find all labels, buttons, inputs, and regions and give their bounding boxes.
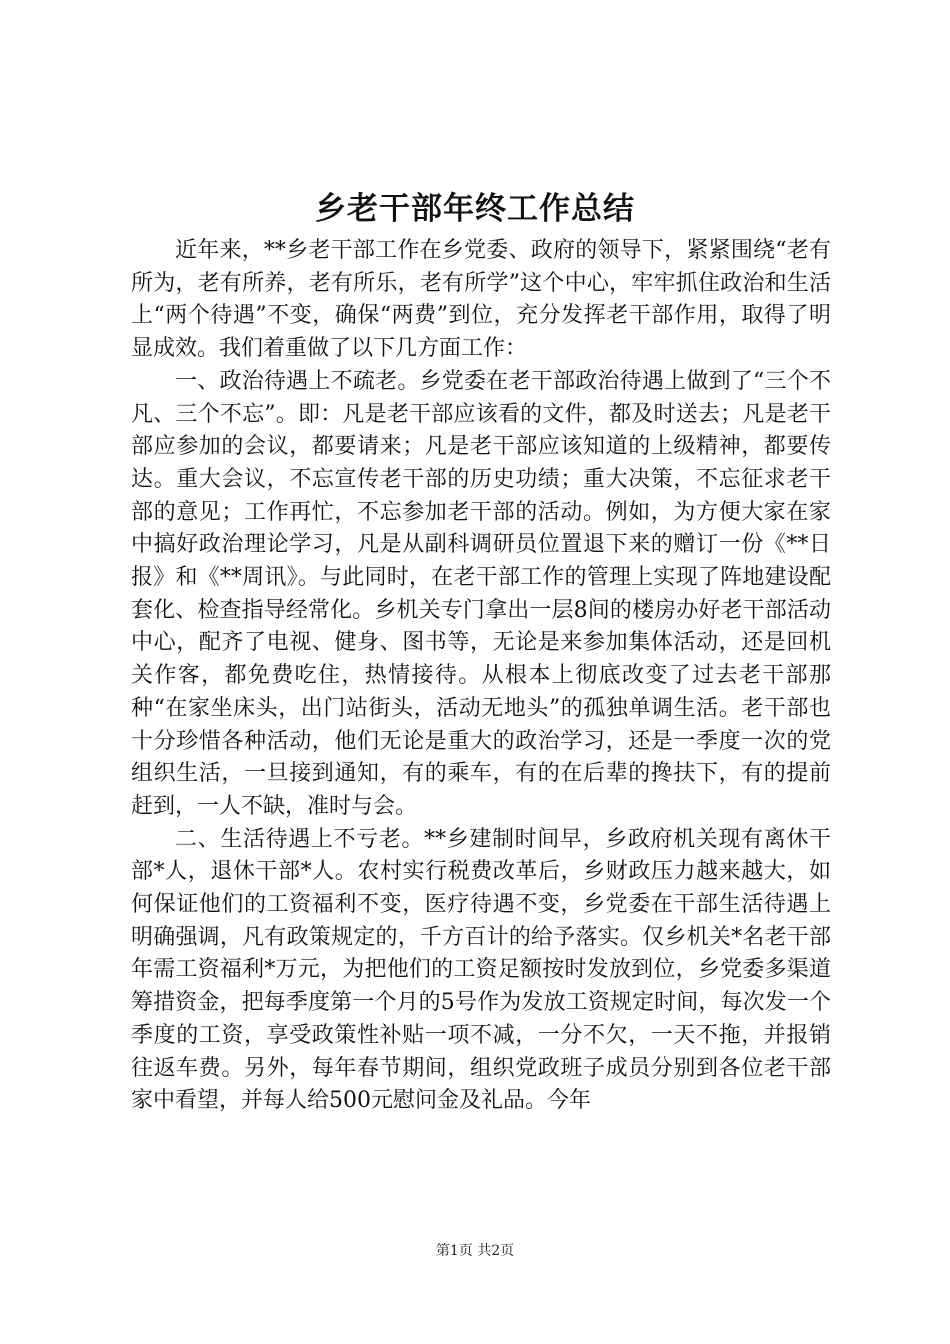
paragraph-living-treatment: 二、生活待遇上不亏老。**乡建制时间早，乡政府机关现有离休干部*人，退休干部*人。农村实行税费改革后，乡财政压力越来越大，如何保证他们的工资福利不变，医疗待遇不变，乡党委在干部生活待遇上明确强调，凡有政策规定的，千方百计的给予落实。仅乡机关*名老干部年需工资福利*万元，为把他们的工资足额按时发放到位，乡党委多渠道筹措资金，把每季度第一个月的5号作为发放工资规定时间，每次发一个季度的工资，享受政策性补贴一项不减，一分不欠，一天不拖，并报销往返车费。另外，每年春节期间，组织党政班子成员分别到各位老干部家中看望，并每人给500元慰问金及礼品。今年 <box>131 826 831 1114</box>
page-number-footer: 第1页 共2页 <box>435 1243 515 1259</box>
document-body <box>131 235 831 1118</box>
paragraph-political-treatment: 一、政治待遇上不疏老。乡党委在老干部政治待遇上做到了“三个不凡、三个不忘”。即：凡是老干部应该看的文件，都及时送去；凡是老干部应参加的会议，都要请来；凡是老干部应该知道的上级精神，都要传达。重大会议，不忘宣传老干部的历史功绩；重大决策，不忘征求老干部的意见；工作再忙，不忘参加老干部的活动。例如，为方便大家在家中搞好政治理论学习，凡是从副科调研员位置退下来的赠订一份《**日报》和《**周讯》。与此同时，在老干部工作的管理上实现了阵地建设配套化、检查指导经常化。乡机关专门拿出一层8间的楼房办好老干部活动中心，配齐了电视、健身、图书等，无论是来参加集体活动，还是回机关作客，都免费吃住，热情接待。从根本上彻底改变了过去老干部那种“在家坐床头，出门站街头，活动无地头”的孤独单调生活。老干部也十分珍惜各种活动，他们无论是重大的政治学习，还是一季度一次的党组织生活，一旦接到通知，有的乘车，有的在后辈的搀扶下，有的提前赶到，一人不缺，准时与会。 <box>131 368 831 819</box>
document-title: 乡老干部年终工作总结 <box>315 191 635 227</box>
paragraph-intro: 近年来，**乡老干部工作在乡党委、政府的领导下，紧紧围绕“老有所为，老有所养，老有所乐，老有所学”这个中心，牢牢抓住政治和生活上“两个待遇”不变，确保“两费”到位，充分发挥老干部作用，取得了明显成效。我们着重做了以下几方面工作： <box>131 238 831 362</box>
